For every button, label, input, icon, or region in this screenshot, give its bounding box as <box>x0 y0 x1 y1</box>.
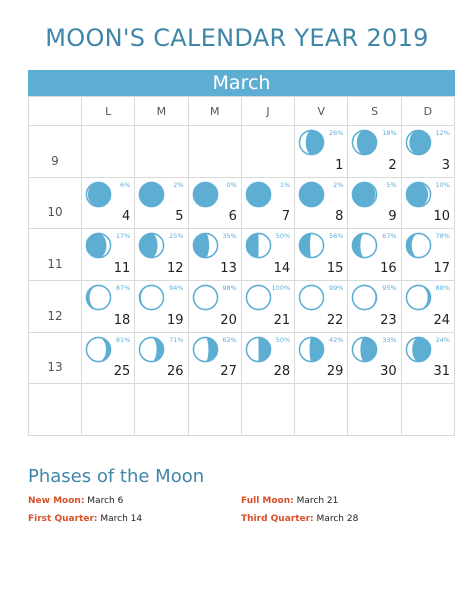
illumination-percent: 56% <box>328 232 344 241</box>
day-number: 22 <box>326 312 344 328</box>
day-number: 7 <box>281 209 291 225</box>
empty-day-cell <box>402 384 455 436</box>
day-number: 31 <box>433 364 450 380</box>
illumination-percent: 24% <box>435 335 450 344</box>
moon-phase-icon <box>351 181 378 208</box>
moon-phase-icon <box>245 336 272 363</box>
week-number: 13 <box>29 333 82 385</box>
calendar-grid <box>28 96 455 436</box>
day-cell <box>348 126 401 178</box>
empty-day-cell <box>135 126 188 178</box>
moon-phase-icon <box>245 181 272 208</box>
empty-day-cell <box>189 384 242 436</box>
moon-phase-icon <box>245 232 272 259</box>
month-header: March <box>28 70 455 96</box>
moon-phase-icon <box>351 232 378 259</box>
day-number: 29 <box>326 364 344 380</box>
moon-phase-icon <box>298 232 325 259</box>
moon-phase-icon <box>298 336 325 363</box>
day-cell <box>135 178 188 230</box>
moon-phase-icon <box>138 336 165 363</box>
moon-phase-icon <box>351 284 378 311</box>
phases-title: Phases of the Moon <box>28 466 205 487</box>
first-quarter-entry <box>28 514 142 524</box>
day-number: 13 <box>220 261 237 276</box>
moon-lit-part <box>193 337 208 361</box>
moon-phase-icon <box>85 232 112 259</box>
day-number: 25 <box>113 364 131 380</box>
day-number: 3 <box>441 157 450 173</box>
empty-day-cell <box>295 384 348 436</box>
moon-phase-icon <box>298 181 325 208</box>
day-number: 14 <box>273 261 291 276</box>
day-cell <box>242 229 295 281</box>
moon-phase-icon <box>405 129 432 156</box>
day-cell <box>82 333 135 385</box>
illumination-percent: 33% <box>382 335 397 344</box>
day-cell <box>402 229 455 281</box>
illumination-percent: 100% <box>271 284 291 292</box>
first-quarter-date: March 14 <box>100 514 143 524</box>
weekday-header: J <box>242 97 295 126</box>
illumination-percent: 87% <box>115 284 131 292</box>
day-number: 26 <box>167 364 184 380</box>
day-cell <box>402 281 455 333</box>
full-moon-entry <box>241 496 338 506</box>
illumination-percent: 71% <box>169 335 184 344</box>
illumination-percent: 42% <box>328 335 344 344</box>
day-number: 28 <box>273 364 291 380</box>
empty-day-cell <box>348 384 401 436</box>
week-number <box>29 384 82 436</box>
moon-phase-icon <box>192 284 219 311</box>
illumination-percent: 35% <box>222 232 237 241</box>
day-cell <box>135 281 188 333</box>
weekday-header: S <box>348 97 401 126</box>
moon-phase-icon <box>298 129 325 156</box>
day-number: 12 <box>167 261 184 276</box>
empty-day-cell <box>82 126 135 178</box>
week-number: 10 <box>29 178 82 230</box>
illumination-percent: 50% <box>275 232 291 241</box>
day-number: 11 <box>113 261 131 276</box>
moon-phase-icon <box>245 284 272 311</box>
illumination-percent: 94% <box>169 284 184 292</box>
illumination-percent: 78% <box>435 232 450 241</box>
illumination-percent: 67% <box>382 232 397 241</box>
third-quarter-label: Third Quarter: <box>241 514 314 524</box>
week-number: 11 <box>29 229 82 281</box>
day-cell <box>402 126 455 178</box>
moon-phase-icon <box>138 284 165 311</box>
empty-day-cell <box>242 384 295 436</box>
day-number: 18 <box>113 312 131 328</box>
day-cell <box>189 178 242 230</box>
new-moon-label: New Moon: <box>28 496 85 506</box>
day-cell <box>135 229 188 281</box>
moon-phase-icon <box>192 232 219 259</box>
illumination-percent: 6% <box>119 180 131 189</box>
empty-day-cell <box>135 384 188 436</box>
illumination-percent: 17% <box>115 232 131 241</box>
day-number: 5 <box>175 209 184 225</box>
day-number: 10 <box>433 209 450 225</box>
moon-lit-part <box>246 337 258 361</box>
day-number: 6 <box>228 209 237 225</box>
weekday-header: M <box>189 97 242 126</box>
first-quarter-label: First Quarter: <box>28 514 98 524</box>
illumination-percent: 95% <box>382 284 397 292</box>
day-cell <box>402 333 455 385</box>
moon-phase-icon <box>405 284 432 311</box>
illumination-percent: 25% <box>169 232 184 241</box>
illumination-percent: 18% <box>382 129 397 137</box>
day-cell <box>135 333 188 385</box>
day-cell <box>348 333 401 385</box>
illumination-percent: 88% <box>435 284 450 292</box>
day-number: 24 <box>433 312 450 328</box>
illumination-percent: 1% <box>279 180 291 189</box>
day-cell <box>295 333 348 385</box>
third-quarter-date: March 28 <box>316 514 359 524</box>
moon-phase-icon <box>85 336 112 363</box>
day-number: 30 <box>380 364 397 380</box>
moon-phase-icon <box>85 284 112 311</box>
moon-phase-icon <box>351 336 378 363</box>
day-number: 17 <box>433 261 450 276</box>
illumination-percent: 0% <box>226 180 237 189</box>
empty-day-cell <box>189 126 242 178</box>
moon-phase-icon <box>405 336 432 363</box>
day-cell <box>295 229 348 281</box>
day-number: 21 <box>273 312 291 328</box>
day-number: 4 <box>122 209 131 225</box>
empty-day-cell <box>242 126 295 178</box>
illumination-percent: 10% <box>435 180 450 189</box>
illumination-percent: 5% <box>386 180 397 189</box>
illumination-percent: 12% <box>435 129 450 137</box>
day-number: 1 <box>335 157 344 173</box>
moon-phase-icon <box>405 181 432 208</box>
moon-phase-icon <box>192 181 219 208</box>
full-moon-label: Full Moon: <box>241 496 294 506</box>
empty-day-cell <box>82 384 135 436</box>
moon-phase-icon <box>405 232 432 259</box>
day-number: 9 <box>388 209 397 225</box>
full-moon-date: March 21 <box>296 496 339 506</box>
new-moon-date: March 6 <box>87 496 124 506</box>
day-number: 19 <box>167 312 184 328</box>
page-title: MOON'S CALENDAR YEAR 2019 <box>45 24 429 52</box>
moon-phase-icon <box>351 129 378 156</box>
day-cell <box>189 333 242 385</box>
weekday-header: D <box>402 97 455 126</box>
weekday-header: M <box>135 97 188 126</box>
day-cell <box>189 229 242 281</box>
third-quarter-entry <box>241 514 358 524</box>
week-number: 12 <box>29 281 82 333</box>
day-cell <box>82 281 135 333</box>
new-moon-entry <box>28 496 123 506</box>
day-cell <box>82 178 135 230</box>
day-cell <box>295 126 348 178</box>
moon-phase-icon <box>85 181 112 208</box>
day-cell <box>348 281 401 333</box>
illumination-percent: 81% <box>115 335 131 344</box>
day-cell <box>348 178 401 230</box>
day-cell <box>295 178 348 230</box>
day-number: 16 <box>380 261 397 276</box>
day-number: 23 <box>380 312 397 328</box>
moon-phase-icon <box>138 232 165 259</box>
day-cell <box>402 178 455 230</box>
moon-phase-icon <box>192 336 219 363</box>
day-number: 15 <box>326 261 344 276</box>
day-cell <box>189 281 242 333</box>
day-cell <box>242 281 295 333</box>
illumination-percent: 2% <box>333 180 344 189</box>
day-number: 20 <box>220 312 237 328</box>
illumination-percent: 26% <box>328 129 344 137</box>
illumination-percent: 62% <box>222 335 237 344</box>
moon-lit-part <box>258 234 270 258</box>
moon-phase-icon <box>138 181 165 208</box>
day-cell <box>348 229 401 281</box>
illumination-percent: 2% <box>173 180 184 189</box>
day-number: 27 <box>220 364 237 380</box>
week-number: 9 <box>29 126 82 178</box>
weekday-header: L <box>82 97 135 126</box>
illumination-percent: 98% <box>222 284 237 292</box>
weekday-header: V <box>295 97 348 126</box>
moon-phase-icon <box>298 284 325 311</box>
illumination-percent: 99% <box>328 284 344 292</box>
day-number: 2 <box>388 157 397 173</box>
week-header-empty <box>29 97 82 126</box>
day-cell <box>242 178 295 230</box>
moon-lit-part <box>310 234 323 258</box>
illumination-percent: 50% <box>275 335 291 344</box>
day-cell <box>242 333 295 385</box>
day-cell <box>295 281 348 333</box>
day-number: 8 <box>335 209 344 225</box>
day-cell <box>82 229 135 281</box>
